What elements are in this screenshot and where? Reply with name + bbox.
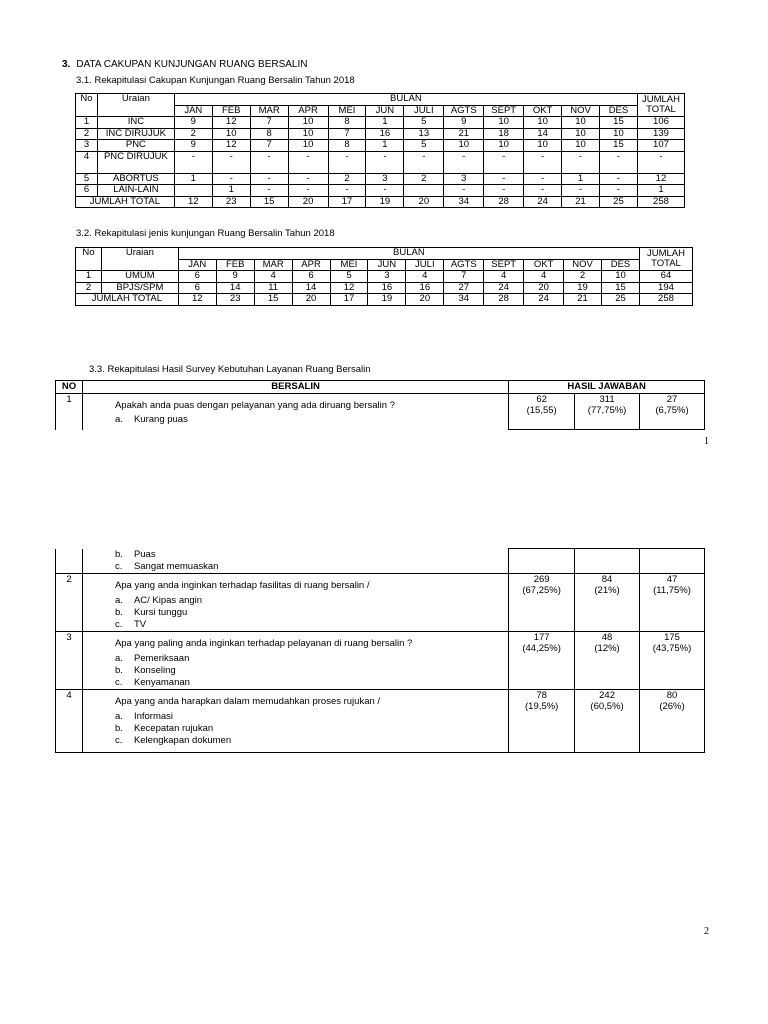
t31-title: 3.1. Rekapitulasi Cakupan Kunjungan Ruang Bersalin Tahun 2018 [76,75,355,86]
t31-cell: - [328,185,366,197]
t31-total-cell: 28 [484,196,524,208]
t31-cell: 10 [562,128,600,140]
t31-cell: 10 [484,140,524,152]
t32-cell: 14 [292,282,330,294]
t31-cell: 2 [174,128,212,140]
t31-cell: - [404,151,444,173]
t31-cell: - [562,185,600,197]
t32-grand-total: 258 [639,294,692,306]
t31-month-9: OKT [524,105,562,117]
t31-cell: - [524,151,562,173]
t31-cell: - [212,173,250,185]
t31-cell: - [288,151,328,173]
t31-row-no: 2 [76,128,98,140]
t32-month-7: AGTS [444,259,484,271]
table-row [76,282,693,294]
t32-row-label: BPJS/SPM [101,282,178,294]
survey-row-2 [56,574,705,632]
survey-q1-empty-3 [640,549,705,574]
t31-row-no: 1 [76,117,98,129]
t31-cell: - [250,185,288,197]
t32-cell: 4 [406,271,444,283]
t31-cell: - [524,185,562,197]
t31-total-cell: 15 [250,196,288,208]
t31-cell: 1 [174,173,212,185]
t31-row-no: 4 [76,151,98,173]
t31-total-cell: 23 [212,196,250,208]
t31-total-cell: 24 [524,196,562,208]
survey-q1-option-a: a. Kurang puas [114,414,188,425]
t31-cell: 7 [328,128,366,140]
survey-row-4 [56,690,705,753]
t31-month-7: AGTS [444,105,484,117]
t32-month-5: JUN [368,259,406,271]
survey-q2-result-3: 47 (11,75%) [640,574,705,632]
t31-month-0: JAN [174,105,212,117]
t31-cell: 5 [404,117,444,129]
t31-grand-total: 258 [637,196,684,208]
t31-row-label: INC DIRUJUK [97,128,174,140]
survey-q4-question: Apa yang anda harapkan dalam memudahkan proses rujukan / [114,696,381,707]
t31-cell: - [288,185,328,197]
t32-row-no: 2 [76,282,102,294]
t31-cell: 8 [328,140,366,152]
t31-cell: 10 [524,117,562,129]
t31-header-row-1 [76,94,685,106]
t32-cell: 9 [216,271,254,283]
survey-table-part-2 [55,548,705,753]
t31-row-no: 6 [76,185,98,197]
survey-q2-cell [82,574,508,632]
t32-cell: 10 [602,271,640,283]
section-number: 3. [62,59,71,70]
t31-row-total: 107 [637,140,684,152]
t32-cell: 4 [254,271,292,283]
t31-total-label: JUMLAH TOTAL [76,196,175,208]
t31-cell: 10 [444,140,484,152]
t32-cell: 27 [444,282,484,294]
t31-cell: - [328,151,366,173]
t33-title: 3.3. Rekapitulasi Hasil Survey Kebutuhan Layanan Ruang Bersalin [89,364,371,375]
t32-header-bulan: BULAN [178,248,639,260]
t31-cell: 5 [404,140,444,152]
t32-cell: 20 [524,282,564,294]
survey-q4-result-2: 242 (60,5%) [575,690,640,753]
t31-cell: 21 [444,128,484,140]
survey-q2-no: 2 [56,574,83,632]
t31-month-11: DES [600,105,638,117]
t32-total-cell: 17 [330,294,368,306]
t32-cell: 4 [484,271,524,283]
table-row [76,117,685,129]
t32-cell: 15 [602,282,640,294]
survey-header-hasil: HASIL JAWABAN [509,381,705,394]
survey-header-no: NO [56,381,83,394]
survey-q1-empty-1 [509,549,575,574]
t31-cell: 10 [562,140,600,152]
t31-cell: 10 [288,140,328,152]
t31-header-total: JUMLAH TOTAL [637,94,684,117]
survey-table-part-1 [55,380,705,430]
t31-row-no: 5 [76,173,98,185]
t31-row-label: ABORTUS [97,173,174,185]
table-row [76,185,685,197]
t31-cell: - [366,151,404,173]
t32-total-cell: 12 [178,294,216,306]
survey-q1-no: 1 [56,394,83,430]
t32-month-8: SEPT [484,259,524,271]
t32-month-2: MAR [254,259,292,271]
survey-q3-no: 3 [56,632,83,690]
table-3-2 [75,247,693,306]
survey-header-bersalin: BERSALIN [82,381,508,394]
t31-total-cell: 17 [328,196,366,208]
survey-q1-option-b: b. Puas [114,548,156,560]
t32-header-row-1 [76,248,693,260]
t32-cell: 24 [484,282,524,294]
survey-q4-result-3: 80 (26%) [640,690,705,753]
survey-q2-result-2: 84 (21%) [575,574,640,632]
t31-cell: 10 [600,128,638,140]
survey-q1-empty-2 [575,549,640,574]
t31-total-cell: 19 [366,196,404,208]
t31-row-label: PNC [97,140,174,152]
t31-cell: - [562,151,600,173]
t31-cell: 12 [212,117,250,129]
t31-cell: - [288,173,328,185]
t31-row-total: 12 [637,173,684,185]
t31-cell: 18 [484,128,524,140]
t31-cell: 14 [524,128,562,140]
t32-total-cell: 21 [564,294,602,306]
survey-q3-question: Apa yang paling anda inginkan terhadap pelayanan di ruang bersalin ? [114,638,413,649]
t31-cell: 2 [328,173,366,185]
survey-q4-cell [82,690,508,753]
t31-month-4: MEI [328,105,366,117]
t31-month-1: FEB [212,105,250,117]
survey-q2-option-a: a. AC/ Kipas angin [114,595,203,606]
t31-row-label: LAIN-LAIN [97,185,174,197]
t32-cell: 16 [406,282,444,294]
t31-cell: - [484,151,524,173]
t32-title: 3.2. Rekapitulasi jenis kunjungan Ruang Bersalin Tahun 2018 [76,228,335,239]
t32-total-cell: 25 [602,294,640,306]
t31-month-2: MAR [250,105,288,117]
t31-cell: 9 [174,117,212,129]
t31-cell: - [524,173,562,185]
survey-q3-option-a: a. Pemeriksaan [114,653,190,664]
t32-row-total: 64 [639,271,692,283]
survey-q1-result-1: 62 (15,55) [509,394,575,430]
t31-cell: 13 [404,128,444,140]
t32-row-total: 194 [639,282,692,294]
t31-cell: - [444,185,484,197]
t32-cell: 2 [564,271,602,283]
t32-month-4: MEI [330,259,368,271]
t32-cell: 3 [368,271,406,283]
t31-row-total: - [637,151,684,173]
table-row [76,140,685,152]
t32-total-cell: 20 [406,294,444,306]
survey-q3-option-c: c. Kenyamanan [114,677,190,688]
t31-cell: 10 [288,117,328,129]
page-number-1: 1 [704,436,709,447]
t32-total-cell: 20 [292,294,330,306]
survey-q2-result-1: 269 (67,25%) [509,574,575,632]
t32-total-cell: 23 [216,294,254,306]
t31-cell: - [250,151,288,173]
section-title [62,59,308,70]
t32-month-1: FEB [216,259,254,271]
survey-q4-result-1: 78 (19,5%) [509,690,575,753]
t31-row-total: 1 [637,185,684,197]
t32-cell: 5 [330,271,368,283]
t31-total-cell: 34 [444,196,484,208]
t32-total-cell: 24 [524,294,564,306]
t32-total-cell: 19 [368,294,406,306]
t31-header-uraian: Uraian [97,94,174,117]
survey-row-3 [56,632,705,690]
survey-row-1 [56,394,705,430]
t32-cell: 14 [216,282,254,294]
t31-total-cell: 12 [174,196,212,208]
t32-cell: 7 [444,271,484,283]
t32-total-row [76,294,693,306]
t31-cell: 1 [366,117,404,129]
t32-month-3: APR [292,259,330,271]
t31-cell: - [366,185,404,197]
t32-cell: 19 [564,282,602,294]
survey-q3-result-2: 48 (12%) [575,632,640,690]
t31-cell: - [484,185,524,197]
t32-cell: 6 [178,282,216,294]
t31-row-total: 106 [637,117,684,129]
t31-cell: - [250,173,288,185]
t31-row-label: INC [97,117,174,129]
survey-q1-cell-continued [82,549,508,574]
t32-total-cell: 34 [444,294,484,306]
survey-q4-no: 4 [56,690,83,753]
t31-cell: - [600,151,638,173]
survey-q2-question: Apa yang anda inginkan terhadap fasilitas di ruang bersalin / [114,580,370,591]
table-row [76,271,693,283]
t31-cell: 10 [484,117,524,129]
t31-row-total: 139 [637,128,684,140]
t31-cell: 7 [250,117,288,129]
survey-row-1-continued [56,549,705,574]
t32-header-no: No [76,248,102,271]
t31-cell [174,185,212,197]
t32-cell: 6 [178,271,216,283]
t31-row-no: 3 [76,140,98,152]
t31-cell: 8 [328,117,366,129]
t31-header-bulan: BULAN [174,94,637,106]
t31-cell: 10 [288,128,328,140]
t32-header-uraian: Uraian [101,248,178,271]
t31-cell: 16 [366,128,404,140]
t31-month-10: NOV [562,105,600,117]
table-3-1 [75,93,685,208]
t32-month-9: OKT [524,259,564,271]
t31-cell: 9 [174,140,212,152]
survey-q3-cell [82,632,508,690]
t31-cell: - [484,173,524,185]
survey-q1-no-continued [56,549,83,574]
t32-month-0: JAN [178,259,216,271]
t31-cell: 15 [600,140,638,152]
t31-cell: 12 [212,140,250,152]
survey-q3-option-b: b. Konseling [114,665,176,676]
t31-month-3: APR [288,105,328,117]
t31-cell: 9 [444,117,484,129]
t31-cell: - [444,151,484,173]
t31-cell: 1 [366,140,404,152]
t32-cell: 12 [330,282,368,294]
t32-cell: 16 [368,282,406,294]
t32-month-10: NOV [564,259,602,271]
survey-header-row [56,381,705,394]
t32-cell: 6 [292,271,330,283]
survey-q1-question: Apakah anda puas dengan pelayanan yang ada diruang bersalin ? [114,400,395,411]
table-row [76,173,685,185]
t32-cell: 4 [524,271,564,283]
t31-cell: 7 [250,140,288,152]
t31-month-5: JUN [366,105,404,117]
t31-cell: - [174,151,212,173]
t31-cell: 2 [404,173,444,185]
t31-row-label: PNC DIRUJUK [97,151,174,173]
survey-q3-result-1: 177 (44,25%) [509,632,575,690]
t32-header-total: JUMLAH TOTAL [639,248,692,271]
t31-cell: - [212,151,250,173]
t31-month-8: SEPT [484,105,524,117]
t31-cell [404,185,444,197]
t32-row-no: 1 [76,271,102,283]
t31-total-cell: 20 [288,196,328,208]
section-title-text: DATA CAKUPAN KUNJUNGAN RUANG BERSALIN [76,59,308,70]
survey-q1-cell [82,394,508,430]
t32-month-11: DES [602,259,640,271]
t32-cell: 11 [254,282,292,294]
survey-q1-result-3: 27 (6,75%) [640,394,705,430]
t31-cell: 10 [562,117,600,129]
t31-cell: - [600,173,638,185]
survey-q2-option-b: b. Kursi tunggu [114,607,188,618]
survey-q1-result-2: 311 (77,75%) [575,394,640,430]
page-number-2: 2 [704,926,709,937]
t31-cell: 1 [212,185,250,197]
t31-cell: 10 [212,128,250,140]
survey-q4-option-c: c. Kelengkapan dokumen [114,735,232,746]
t31-header-no: No [76,94,98,117]
t32-month-6: JULI [406,259,444,271]
t31-total-cell: 21 [562,196,600,208]
survey-q4-option-a: a. Informasi [114,711,174,722]
t31-total-cell: 25 [600,196,638,208]
t31-cell: 3 [444,173,484,185]
t31-cell: 1 [562,173,600,185]
t31-month-6: JULI [404,105,444,117]
t32-total-label: JUMLAH TOTAL [76,294,179,306]
t32-row-label: UMUM [101,271,178,283]
survey-q4-option-b: b. Kecepatan rujukan [114,723,214,734]
t31-cell: 15 [600,117,638,129]
t32-total-cell: 28 [484,294,524,306]
table-row [76,128,685,140]
t31-cell: 8 [250,128,288,140]
t31-cell: - [600,185,638,197]
t32-total-cell: 15 [254,294,292,306]
survey-q2-option-c: c. TV [114,619,147,630]
t31-cell: 10 [524,140,562,152]
t31-total-row [76,196,685,208]
t31-cell: 3 [366,173,404,185]
survey-q3-result-3: 175 (43,75%) [640,632,705,690]
table-row [76,151,685,173]
survey-q1-option-c: c. Sangat memuaskan [114,560,219,572]
t31-total-cell: 20 [404,196,444,208]
